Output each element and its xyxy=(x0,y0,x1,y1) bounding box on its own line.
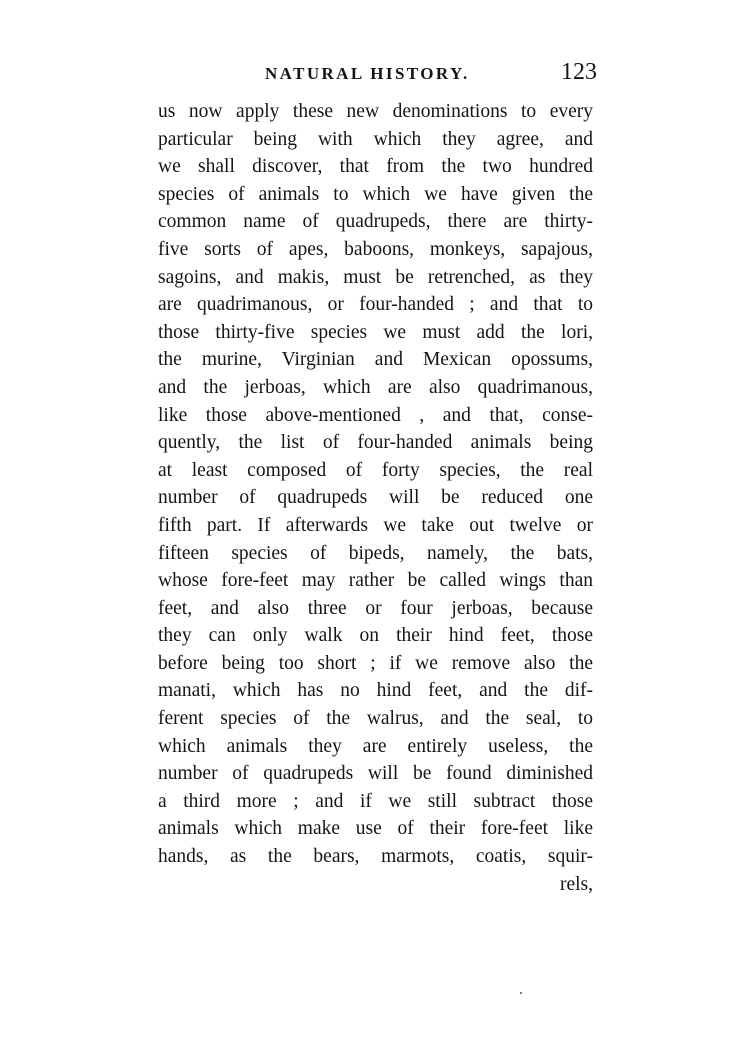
text-line: species of animals to which we have given the xyxy=(158,183,593,205)
text-line: animals which make use of their fore-feet like xyxy=(158,818,593,840)
text-line: feet, and also three or four jerboas, because xyxy=(158,597,593,619)
text-line: hands, as the bears, marmots, coatis, squir- xyxy=(158,846,593,868)
body-text xyxy=(158,98,593,898)
page-number: 123 xyxy=(561,59,597,85)
text-line: whose fore-feet may rather be called wings than xyxy=(158,570,593,592)
running-title: NATURAL HISTORY. xyxy=(265,64,470,83)
paper-speck xyxy=(520,992,522,994)
text-line: fifth part. If afterwards we take out twelve or xyxy=(158,514,593,536)
text-line: number of quadrupeds will be reduced one xyxy=(158,487,593,509)
text-line: a third more ; and if we still subtract those xyxy=(158,790,593,812)
text-line: at least composed of forty species, the real xyxy=(158,459,593,481)
text-line: and the jerboas, which are also quadrimanous, xyxy=(158,376,593,398)
text-line: those thirty-five species we must add the lori, xyxy=(158,321,593,343)
text-line: before being too short ; if we remove also the xyxy=(158,652,593,674)
text-line: they can only walk on their hind feet, those xyxy=(158,625,593,647)
text-line: manati, which has no hind feet, and the dif- xyxy=(158,680,593,702)
text-line: we shall discover, that from the two hundred xyxy=(158,156,593,178)
text-line: are quadrimanous, or four-handed ; and that to xyxy=(158,294,593,316)
text-line: common name of quadrupeds, there are thirty- xyxy=(158,211,593,233)
text-line: five sorts of apes, baboons, monkeys, sapajous, xyxy=(158,238,593,260)
text-line: ferent species of the walrus, and the seal, to xyxy=(158,708,593,730)
text-line: number of quadrupeds will be found diminished xyxy=(158,763,593,785)
text-line: the murine, Virginian and Mexican opossums, xyxy=(158,349,593,371)
text-line: which animals they are entirely useless, the xyxy=(158,735,593,757)
text-line: quently, the list of four-handed animals being xyxy=(158,432,593,454)
text-line: sagoins, and makis, must be retrenched, as they xyxy=(158,266,593,288)
text-line: like those above-mentioned , and that, conse- xyxy=(158,404,593,426)
text-line: us now apply these new denominations to every xyxy=(158,101,593,122)
catchword: rels, xyxy=(559,873,593,895)
text-line: fifteen species of bipeds, namely, the bats, xyxy=(158,542,593,564)
text-line: particular being with which they agree, and xyxy=(158,128,593,150)
